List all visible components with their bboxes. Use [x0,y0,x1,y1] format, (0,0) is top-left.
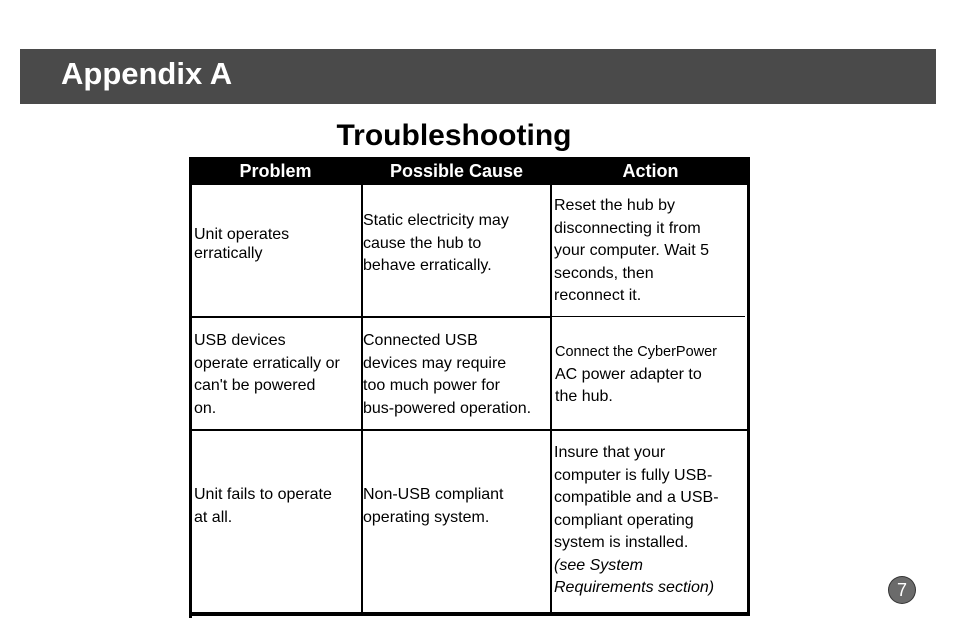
page-title: Troubleshooting [336,119,572,152]
text-line: Connected USB [363,332,478,349]
row-3-problem [194,484,332,529]
column-header-action: Action [622,161,679,181]
table-header [189,157,750,185]
text-line: AC power adapter to [555,365,702,383]
section-title: Appendix A [61,56,233,91]
row-2-action [555,341,717,409]
row-1-action [554,195,709,308]
text-line: Unit operates [194,226,290,243]
text-line: bus-powered operation. [363,399,532,417]
table-border-bottom [189,612,750,616]
text-line: USB devices [194,332,286,349]
row-2-problem [194,330,340,420]
text-line: erratically [194,245,263,262]
text-line: compatible and a USB- [554,489,719,506]
text-line: Connect the CyberPower [555,344,717,360]
text-line: Reset the hub by [554,197,675,214]
text-line: behave erratically. [363,257,492,274]
row-divider [192,316,365,318]
text-line: devices may require [363,354,507,372]
section-banner [20,49,936,104]
text-line: compliant operating [554,511,694,529]
row-divider [192,429,747,431]
text-line: computer is fully USB- [554,466,713,484]
text-line: at all. [194,508,233,526]
text-line: Insure that your [554,444,666,461]
text-line: your computer. Wait 5 [554,242,710,259]
text-line: cause the hub to [363,234,482,252]
text-line: disconnecting it from [554,219,701,237]
text-line: seconds, then [554,264,654,282]
text-line: Unit fails to operate [194,486,332,503]
text-line: system is installed. [554,534,689,551]
row-divider [363,316,551,318]
note-line: Requirements section) [554,579,715,596]
troubleshooting-table [189,157,750,618]
text-line: Static electricity may [363,212,509,229]
text-line: can't be powered [194,377,316,394]
table-border-left [189,157,192,618]
row-1-cause [363,210,509,278]
column-divider [550,185,552,613]
text-line: reconnect it. [554,287,642,304]
page-number: 7 [889,577,915,603]
text-line: operate erratically or [194,354,340,372]
column-header-problem: Problem [239,161,312,181]
row-3-action [554,442,719,600]
row-2-cause [363,330,531,420]
text-line: too much power for [363,377,500,394]
column-header-cause: Possible Cause [389,161,524,181]
row-1-problem [194,225,289,263]
row-divider [552,316,745,317]
text-line: on. [194,399,217,417]
text-line: Non-USB compliant [363,486,504,503]
row-3-cause [363,484,504,529]
text-line: operating system. [363,508,490,526]
note-line: (see System [554,556,643,574]
table-border-right [747,157,750,616]
text-line: the hub. [555,388,613,405]
